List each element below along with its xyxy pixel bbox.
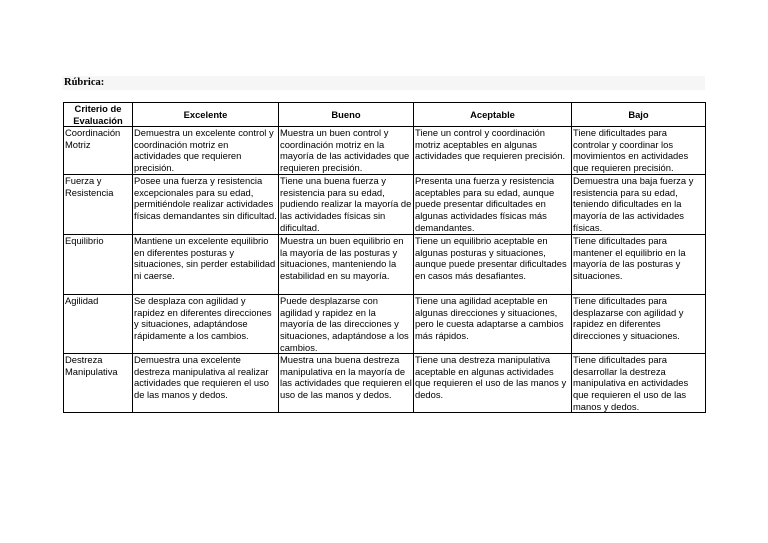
header-bueno: Bueno xyxy=(279,103,414,127)
bueno-cell: Muestra un buen control y coordinación motriz en la mayoría de las actividades que requieren precisión. xyxy=(279,127,414,175)
header-excelente: Excelente xyxy=(133,103,279,127)
bueno-cell: Muestra una buena destreza manipulativa en la mayoría de las actividades que requieren el uso de las manos y dedos. xyxy=(279,354,414,413)
criterion-cell: Agilidad xyxy=(64,295,133,354)
bajo-cell: Tiene dificultades para mantener el equilibrio en la mayoría de las posturas y situaciones. xyxy=(572,235,706,295)
aceptable-cell: Tiene un equilibrio aceptable en algunas posturas y situaciones, aunque puede presentar dificultades en casos más desafiantes. xyxy=(414,235,572,295)
excelente-cell: Demuestra un excelente control y coordinación motriz en actividades que requieren precisión. xyxy=(133,127,279,175)
bajo-cell: Demuestra una baja fuerza y resistencia para su edad, teniendo dificultades en la mayoría de las actividades físicas. xyxy=(572,175,706,235)
header-criterion: Criterio de Evaluación xyxy=(64,103,133,127)
table-row xyxy=(64,354,706,413)
bueno-cell: Muestra un buen equilibrio en la mayoría de las posturas y situaciones, manteniendo la estabilidad en su mayoría. xyxy=(279,235,414,295)
aceptable-cell: Tiene una agilidad aceptable en algunas direcciones y situaciones, pero le cuesta adaptarse a cambios más rápidos. xyxy=(414,295,572,354)
bajo-cell: Tiene dificultades para desarrollar la destreza manipulativa en actividades que requieren el uso de las manos y dedos. xyxy=(572,354,706,413)
excelente-cell: Mantiene un excelente equilibrio en diferentes posturas y situaciones, sin perder estabilidad ni caerse. xyxy=(133,235,279,295)
header-aceptable: Aceptable xyxy=(414,103,572,127)
bajo-cell: Tiene dificultades para desplazarse con agilidad y rapidez en diferentes direcciones y situaciones. xyxy=(572,295,706,354)
table-row xyxy=(64,235,706,295)
header-bajo: Bajo xyxy=(572,103,706,127)
excelente-cell: Se desplaza con agilidad y rapidez en diferentes direcciones y situaciones, adaptándose rápidamente a los cambios. xyxy=(133,295,279,354)
criterion-cell: Equilibrio xyxy=(64,235,133,295)
aceptable-cell: Tiene un control y coordinación motriz aceptables en algunas actividades que requieren precisión. xyxy=(414,127,572,175)
bueno-cell: Tiene una buena fuerza y resistencia para su edad, pudiendo realizar la mayoría de las actividades físicas sin dificultad. xyxy=(279,175,414,235)
excelente-cell: Posee una fuerza y resistencia excepcionales para su edad, permitiéndole realizar actividades físicas demandantes sin dificultad. xyxy=(133,175,279,235)
table-row xyxy=(64,295,706,354)
aceptable-cell: Presenta una fuerza y resistencia aceptables para su edad, aunque puede presentar dificultades en algunas actividades físicas más demandantes. xyxy=(414,175,572,235)
bueno-cell: Puede desplazarse con agilidad y rapidez en la mayoría de las direcciones y situaciones, adaptándose a los cambios. xyxy=(279,295,414,354)
heading-bar xyxy=(62,76,705,90)
criterion-cell: Fuerza y Resistencia xyxy=(64,175,133,235)
rubric-heading: Rúbrica: xyxy=(64,77,105,88)
table-row xyxy=(64,175,706,235)
bajo-cell: Tiene dificultades para controlar y coordinar los movimientos en actividades que requieren precisión. xyxy=(572,127,706,175)
aceptable-cell: Tiene una destreza manipulativa aceptable en algunas actividades que requieren el uso de las manos y dedos. xyxy=(414,354,572,413)
criterion-cell: Coordinación Motriz xyxy=(64,127,133,175)
rubric-table xyxy=(63,102,706,413)
table-row xyxy=(64,127,706,175)
header-row xyxy=(64,103,706,127)
excelente-cell: Demuestra una excelente destreza manipulativa al realizar actividades que requieren el uso de las manos y dedos. xyxy=(133,354,279,413)
criterion-cell: Destreza Manipulativa xyxy=(64,354,133,413)
